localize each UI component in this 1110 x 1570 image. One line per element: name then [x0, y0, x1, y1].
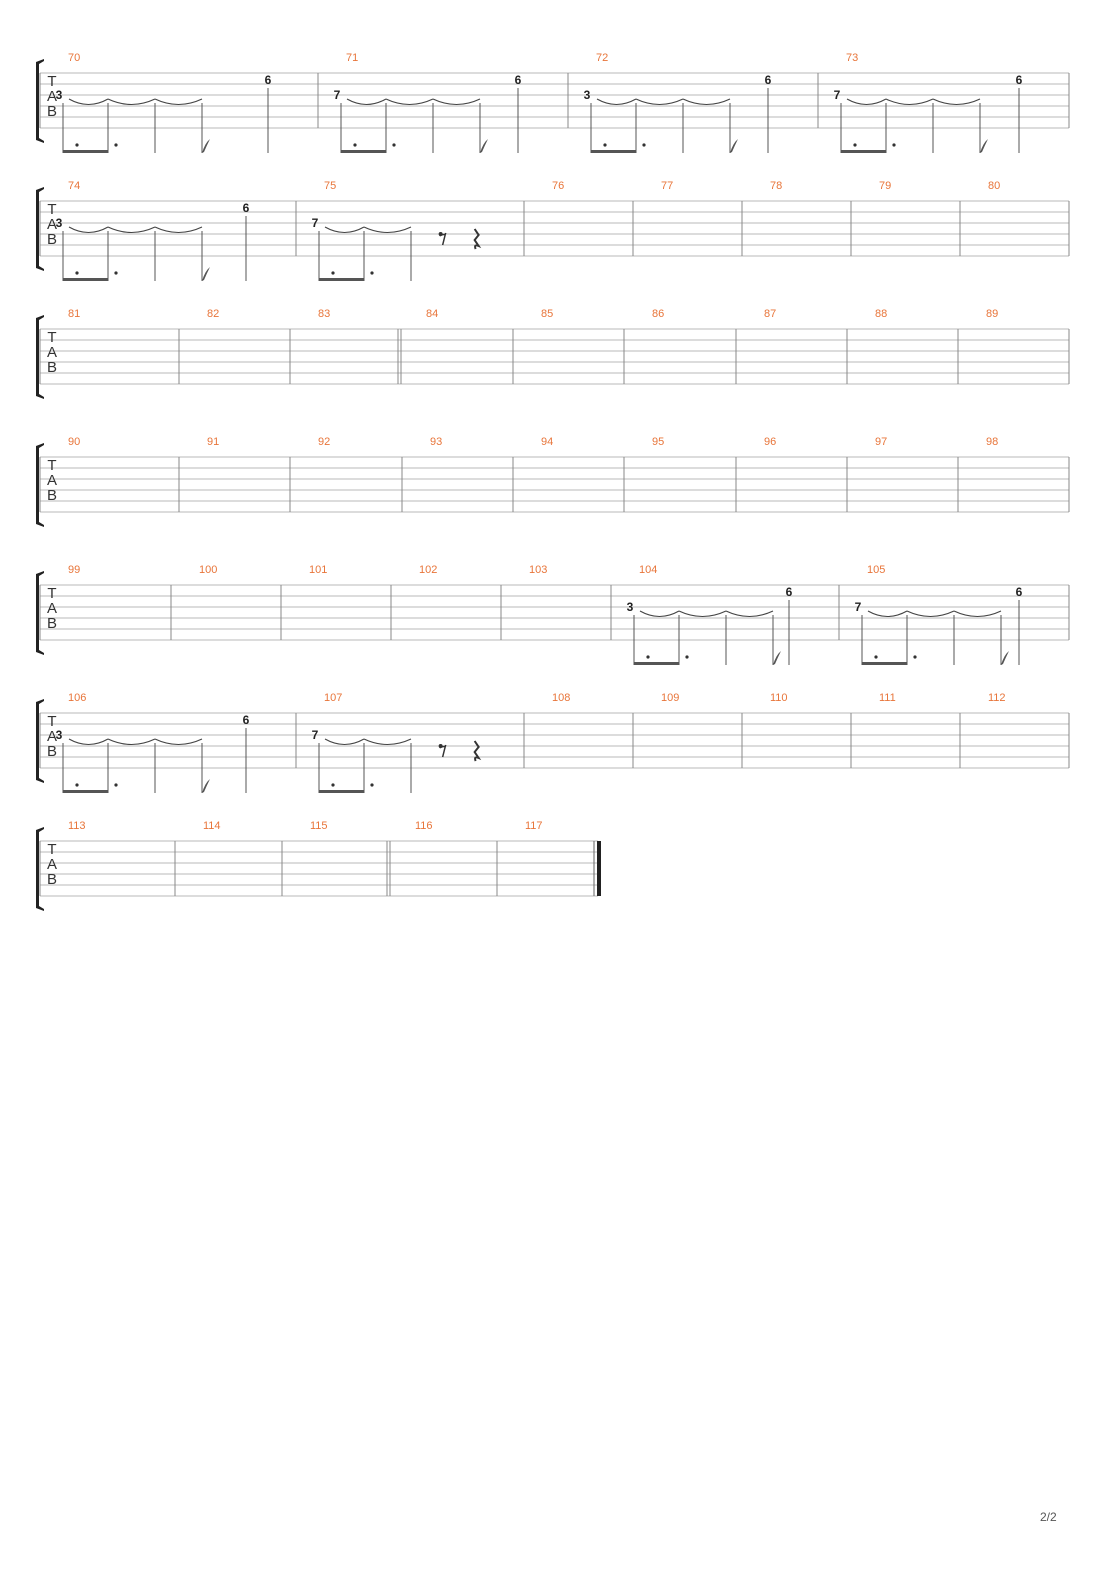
measure-number: 101 [309, 564, 328, 576]
quarter-rest [475, 741, 479, 761]
measure [56, 692, 296, 793]
tie [108, 227, 155, 233]
measure-number: 84 [426, 308, 439, 320]
dot [331, 271, 334, 274]
tie [364, 739, 411, 745]
measure-number: 104 [639, 564, 658, 576]
staff-system [36, 820, 601, 911]
measure-number: 70 [68, 52, 81, 64]
measure-number: 105 [867, 564, 886, 576]
staff-system [36, 180, 1069, 281]
tab-clef-letter: B [46, 103, 58, 120]
beam [319, 278, 364, 281]
measure-number: 112 [988, 692, 1006, 704]
tab-clef-letter: A [46, 472, 58, 489]
tab-clef-letter: B [46, 871, 58, 888]
measure-number: 108 [552, 692, 571, 704]
fret-number: 6 [1015, 73, 1023, 87]
measure-number: 77 [661, 180, 674, 192]
beam [319, 790, 364, 793]
fret-number: 3 [626, 600, 634, 614]
tie [640, 611, 679, 617]
fret-number: 7 [833, 88, 841, 102]
measure [834, 52, 1069, 153]
beam [591, 150, 636, 153]
measure-number: 86 [652, 308, 665, 320]
measure-number: 111 [879, 692, 896, 704]
tab-clef-letter: B [46, 615, 58, 632]
staff-system [36, 564, 1069, 665]
measure-number: 75 [324, 180, 337, 192]
measure [56, 52, 318, 153]
fret-number: 3 [55, 216, 63, 230]
measure [855, 564, 1069, 665]
staff-system [36, 308, 1069, 399]
tab-clef-letter: B [46, 487, 58, 504]
note-flag [202, 139, 210, 153]
dot [685, 655, 688, 658]
tab-clef-letter: B [46, 359, 58, 376]
measure-number: 99 [68, 564, 81, 576]
tie [325, 227, 364, 233]
tie [386, 99, 433, 105]
dot [392, 143, 395, 146]
dot [114, 783, 117, 786]
tie [69, 227, 108, 233]
tab-clef-letter: A [46, 344, 58, 361]
note-flag [730, 139, 738, 153]
dot [114, 143, 117, 146]
dot [646, 655, 649, 658]
tab-clef-letter: A [46, 856, 58, 873]
measure-number: 90 [68, 436, 81, 448]
tab-clef-letter: A [46, 600, 58, 617]
dot [874, 655, 877, 658]
beam [341, 150, 386, 153]
tie [868, 611, 907, 617]
tab-clef-letter: A [46, 216, 58, 233]
fret-number: 7 [311, 728, 319, 742]
tab-clef-letter: A [46, 88, 58, 105]
beam [634, 662, 679, 665]
dot [75, 143, 78, 146]
measure-number: 97 [875, 436, 888, 448]
measure-number: 82 [207, 308, 220, 320]
tie [69, 99, 108, 105]
page-number: 2/2 [1040, 1510, 1057, 1524]
dot [353, 143, 356, 146]
measure-number: 102 [419, 564, 438, 576]
tab-clef-letter: T [47, 713, 57, 730]
tie [933, 99, 980, 105]
tie [847, 99, 886, 105]
beam [63, 278, 108, 281]
note-flag [202, 779, 210, 793]
fret-number: 3 [583, 88, 591, 102]
note-flag [480, 139, 488, 153]
measure-number: 106 [68, 692, 87, 704]
tab-clef-letter: A [46, 728, 58, 745]
eighth-rest-dot [439, 744, 443, 748]
tie [954, 611, 1001, 617]
tie [726, 611, 773, 617]
dot [913, 655, 916, 658]
measure-number: 96 [764, 436, 777, 448]
staff-system [36, 692, 1069, 793]
tie [886, 99, 933, 105]
beam [862, 662, 907, 665]
measure-number: 72 [596, 52, 609, 64]
fret-number: 6 [1015, 585, 1023, 599]
eighth-rest-dot [439, 232, 443, 236]
dot [75, 783, 78, 786]
beam [63, 150, 108, 153]
note-flag [980, 139, 988, 153]
note-flag [773, 651, 781, 665]
measure-number: 76 [552, 180, 565, 192]
tab-clef-letter: T [47, 201, 57, 218]
measure-number: 71 [346, 52, 359, 64]
fret-number: 6 [514, 73, 522, 87]
measure [312, 692, 524, 793]
measure-number: 95 [652, 436, 665, 448]
dot [642, 143, 645, 146]
measure [584, 52, 818, 153]
fret-number: 6 [264, 73, 272, 87]
measure-number: 78 [770, 180, 783, 192]
tie [907, 611, 954, 617]
measure-number: 92 [318, 436, 331, 448]
beam [841, 150, 886, 153]
measure-number: 81 [68, 308, 81, 320]
measure-number: 73 [846, 52, 859, 64]
measure [334, 52, 568, 153]
tie [433, 99, 480, 105]
staff-system [36, 436, 1069, 527]
measure-number: 117 [525, 820, 543, 832]
measure [56, 180, 296, 281]
measure-number: 107 [324, 692, 343, 704]
measure [312, 180, 524, 281]
dot [370, 271, 373, 274]
measure-number: 115 [310, 820, 328, 832]
beam [63, 790, 108, 793]
fret-number: 6 [785, 585, 793, 599]
dot [370, 783, 373, 786]
note-flag [202, 267, 210, 281]
tie [636, 99, 683, 105]
measure-number: 114 [203, 820, 221, 832]
tie [155, 739, 202, 745]
final-barline [597, 841, 601, 896]
measure-number: 80 [988, 180, 1001, 192]
tie [108, 739, 155, 745]
tie [69, 739, 108, 745]
tie [155, 227, 202, 233]
fret-number: 6 [242, 713, 250, 727]
tie [364, 227, 411, 233]
dot [603, 143, 606, 146]
tab-clef-letter: B [46, 231, 58, 248]
dot [75, 271, 78, 274]
fret-number: 6 [242, 201, 250, 215]
measure-number: 87 [764, 308, 777, 320]
measure-number: 109 [661, 692, 680, 704]
fret-number: 6 [764, 73, 772, 87]
measure [627, 564, 839, 665]
fret-number: 3 [55, 88, 63, 102]
measure-number: 103 [529, 564, 548, 576]
fret-number: 7 [854, 600, 862, 614]
tab-clef-letter: T [47, 329, 57, 346]
note-flag [1001, 651, 1009, 665]
tie [683, 99, 730, 105]
quarter-rest [475, 229, 479, 249]
tie [325, 739, 364, 745]
measure-number: 89 [986, 308, 999, 320]
measure-number: 79 [879, 180, 892, 192]
measure-number: 88 [875, 308, 888, 320]
measure-number: 98 [986, 436, 999, 448]
tab-clef-letter: B [46, 743, 58, 760]
measure-number: 113 [68, 820, 86, 832]
measure-number: 74 [68, 180, 81, 192]
tab-clef-letter: T [47, 585, 57, 602]
dot [114, 271, 117, 274]
dot [853, 143, 856, 146]
measure-number: 93 [430, 436, 443, 448]
tie [347, 99, 386, 105]
measure-number: 85 [541, 308, 554, 320]
measure-number: 91 [207, 436, 220, 448]
measure-number: 116 [415, 820, 433, 832]
measure-number: 94 [541, 436, 554, 448]
tie [108, 99, 155, 105]
tie [679, 611, 726, 617]
tab-clef-letter: T [47, 841, 57, 858]
measure-number: 83 [318, 308, 331, 320]
staff-system [36, 52, 1069, 153]
tab-clef-letter: T [47, 73, 57, 90]
measure-number: 110 [770, 692, 788, 704]
fret-number: 7 [333, 88, 341, 102]
fret-number: 7 [311, 216, 319, 230]
tie [597, 99, 636, 105]
tie [155, 99, 202, 105]
dot [892, 143, 895, 146]
measure-number: 100 [199, 564, 218, 576]
dot [331, 783, 334, 786]
tab-clef-letter: T [47, 457, 57, 474]
fret-number: 3 [55, 728, 63, 742]
